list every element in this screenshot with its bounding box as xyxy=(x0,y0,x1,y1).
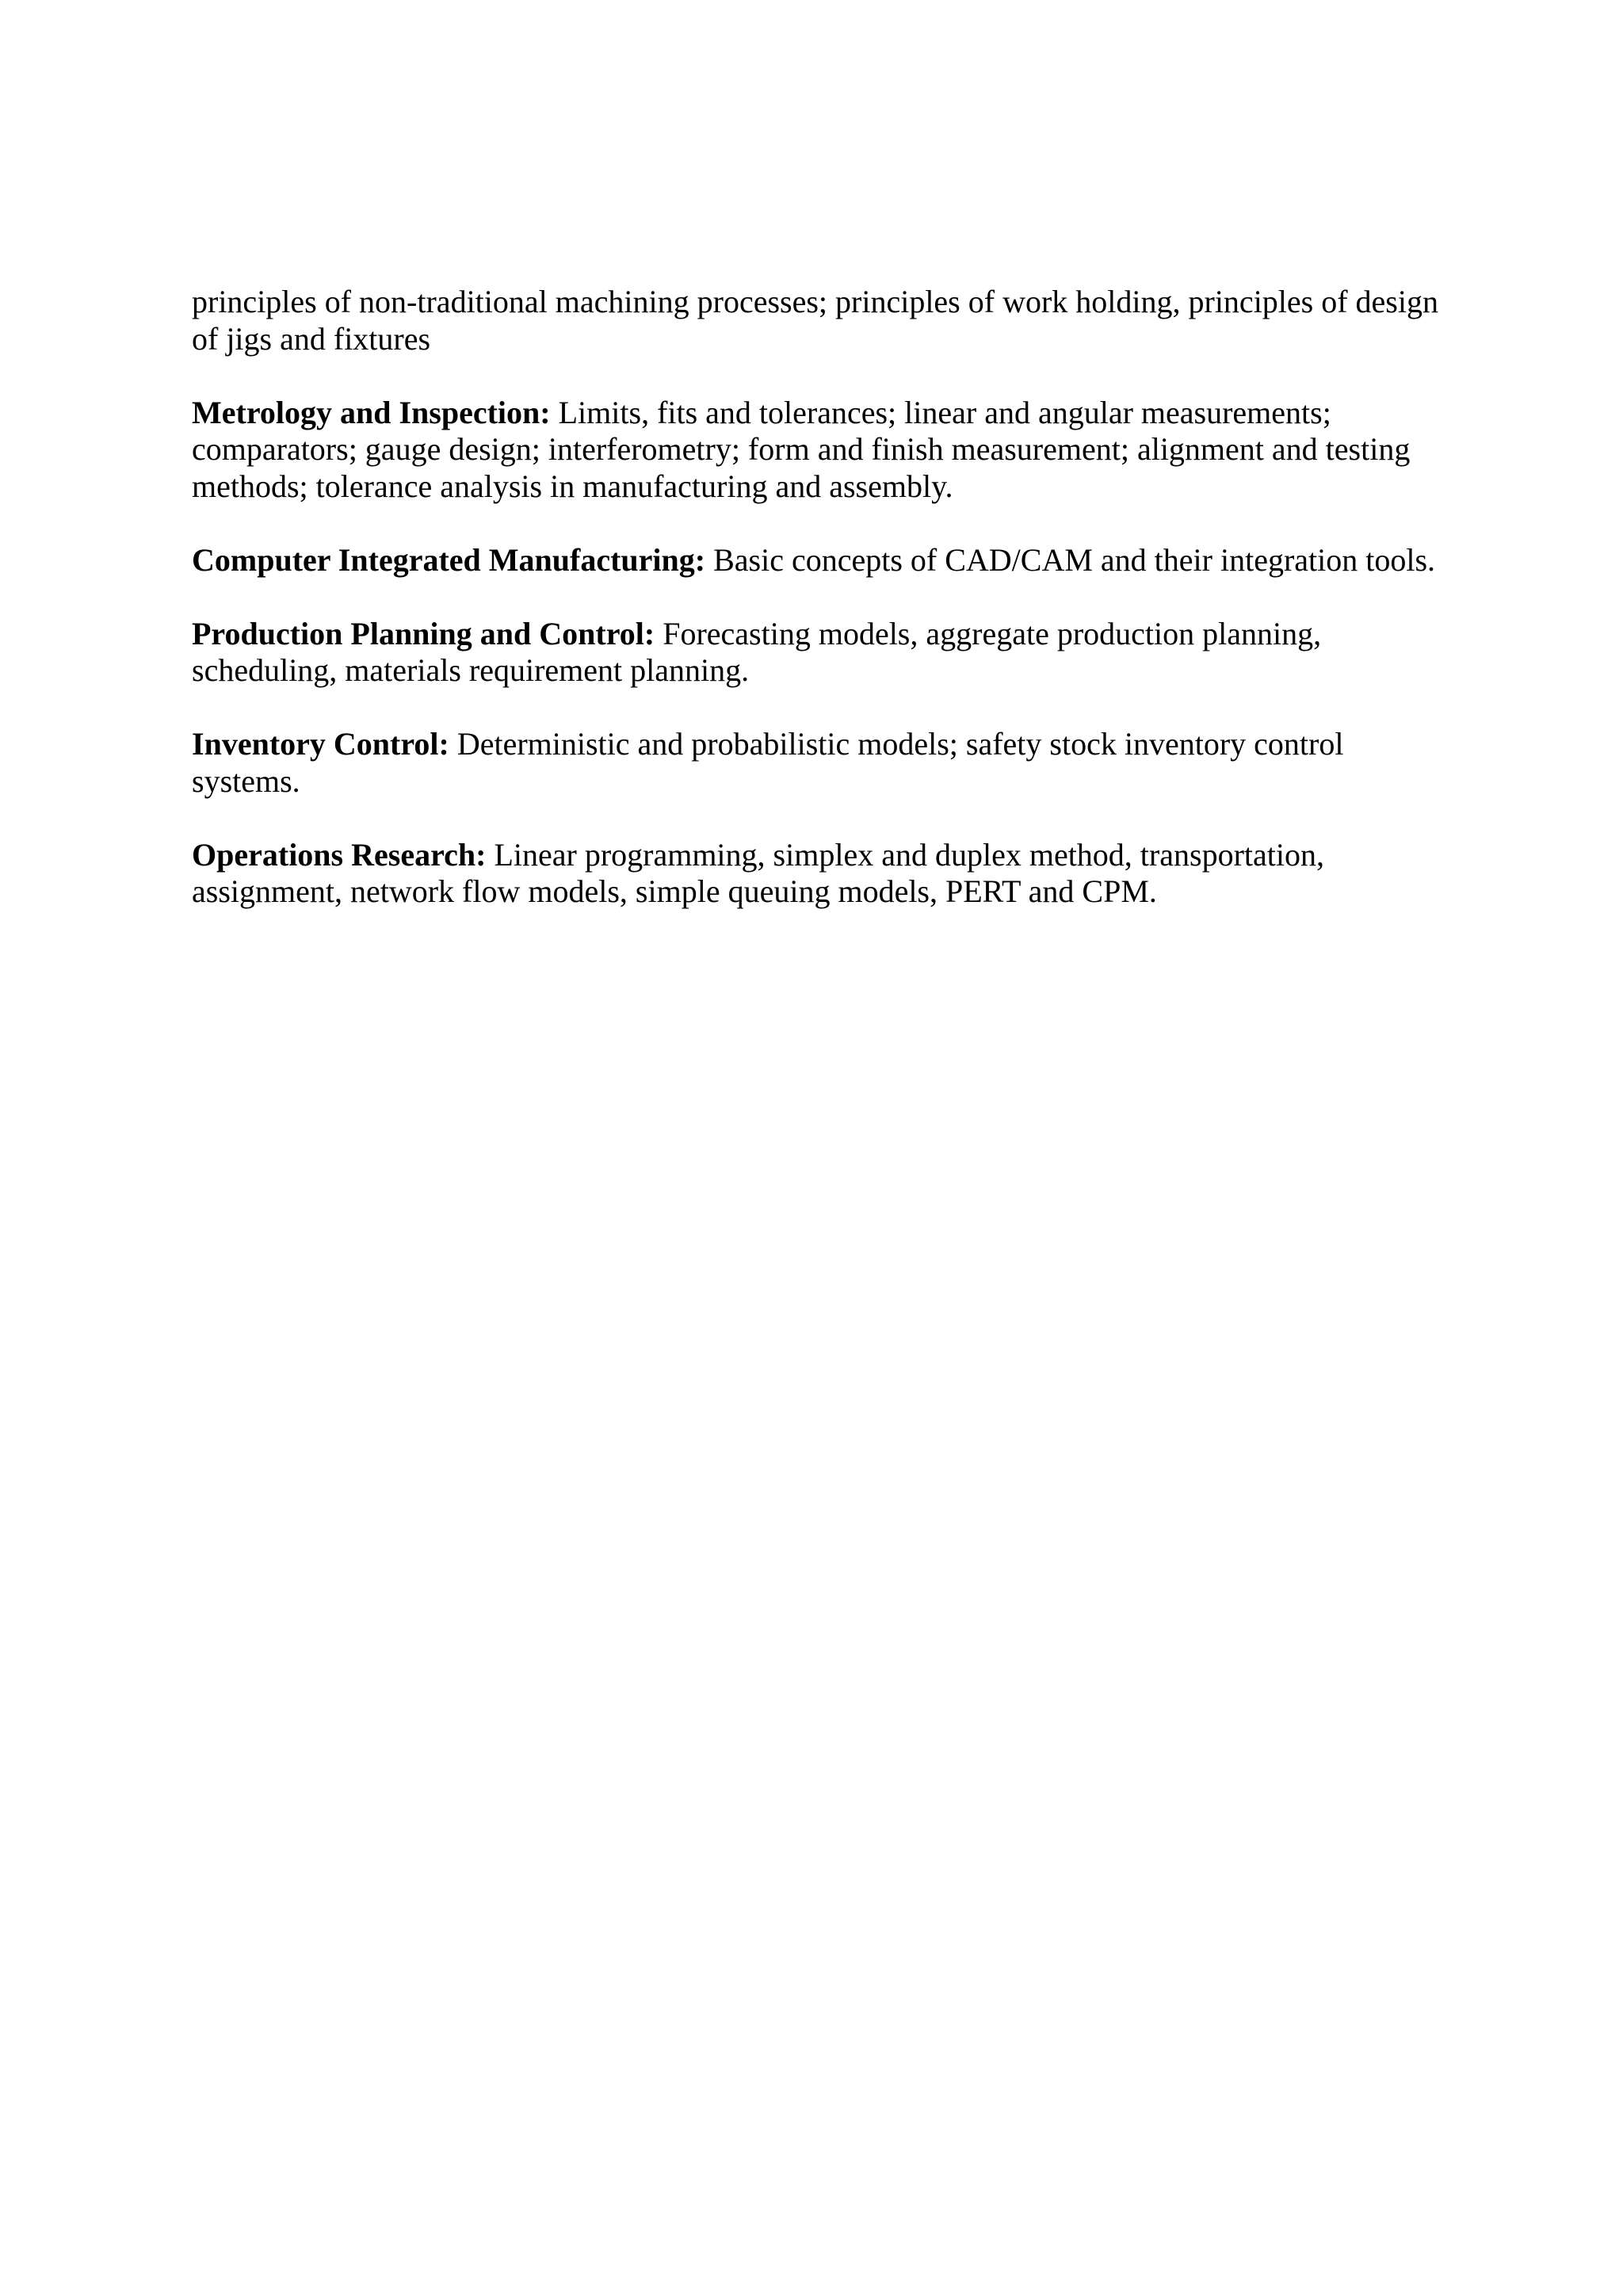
paragraph-production-planning xyxy=(192,616,1444,690)
paragraph-inventory-control xyxy=(192,726,1444,800)
document-body xyxy=(192,284,1444,947)
section-heading-production-planning: Production Planning and Control: xyxy=(192,615,655,651)
paragraph-text: Deterministic and probabilistic models; safety stock inventory control systems. xyxy=(192,726,1344,799)
paragraph-text: Linear programming, simplex and duplex method, transportation, assignment, network flow models, simple queuing models, PERT and CPM. xyxy=(192,836,1324,909)
paragraph-text: Limits, fits and tolerances; linear and angular measurements; comparators; gauge design; interferometry; form and finish measurement; alignment and testing methods; tolerance analysis in manufacturing and assembly. xyxy=(192,394,1411,504)
section-heading-metrology: Metrology and Inspection: xyxy=(192,394,551,430)
section-heading-inventory-control: Inventory Control: xyxy=(192,726,449,762)
paragraph-cim xyxy=(192,542,1444,579)
paragraph-machining-continued xyxy=(192,284,1444,357)
paragraph-metrology xyxy=(192,395,1444,506)
paragraph-operations-research xyxy=(192,837,1444,911)
paragraph-text: Basic concepts of CAD/CAM and their integration tools. xyxy=(705,541,1436,578)
paragraph-text: principles of non-traditional machining processes; principles of work holding, principles of design of jigs and fixtures xyxy=(192,284,1438,357)
section-heading-cim: Computer Integrated Manufacturing: xyxy=(192,541,706,578)
paragraph-text: Forecasting models, aggregate production planning, scheduling, materials requirement planning. xyxy=(192,615,1322,688)
section-heading-operations-research: Operations Research: xyxy=(192,836,487,873)
